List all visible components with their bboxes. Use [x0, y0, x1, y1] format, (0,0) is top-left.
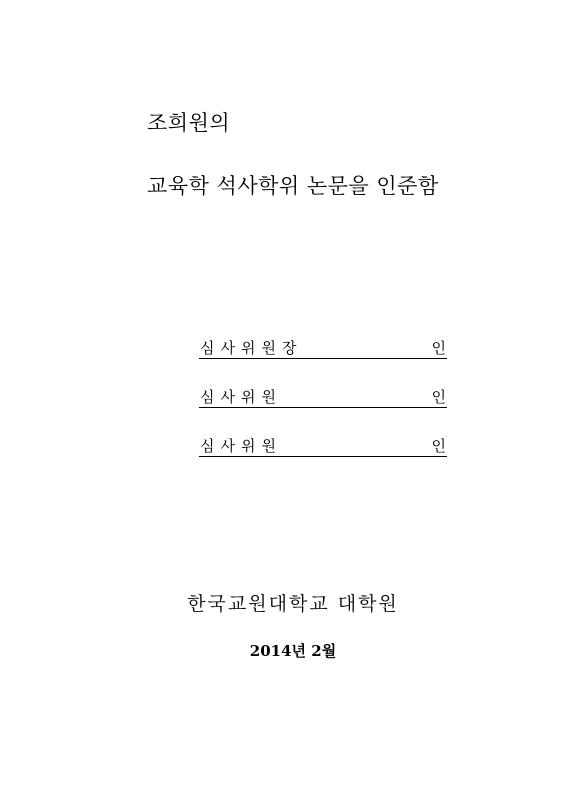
signature-row-member-2: [199, 436, 447, 457]
signature-row-chair: [199, 338, 447, 359]
seal-mark: 인: [431, 388, 446, 406]
seal-mark: 인: [431, 339, 446, 357]
approval-statement: 교육학 석사학위 논문을 인준함: [147, 174, 439, 198]
author-name-line: 조희원의: [147, 111, 231, 135]
school-name: 한국교원대학교 대학원: [187, 593, 399, 615]
approval-date: 2014년 2월: [249, 642, 337, 660]
committee-role-label: 심사위원장: [200, 339, 303, 357]
committee-role-label: 심사위원: [200, 388, 282, 406]
signature-row-member-1: [199, 387, 447, 408]
seal-mark: 인: [431, 437, 446, 455]
committee-signature-block: [199, 338, 447, 485]
committee-role-label: 심사위원: [200, 437, 282, 455]
